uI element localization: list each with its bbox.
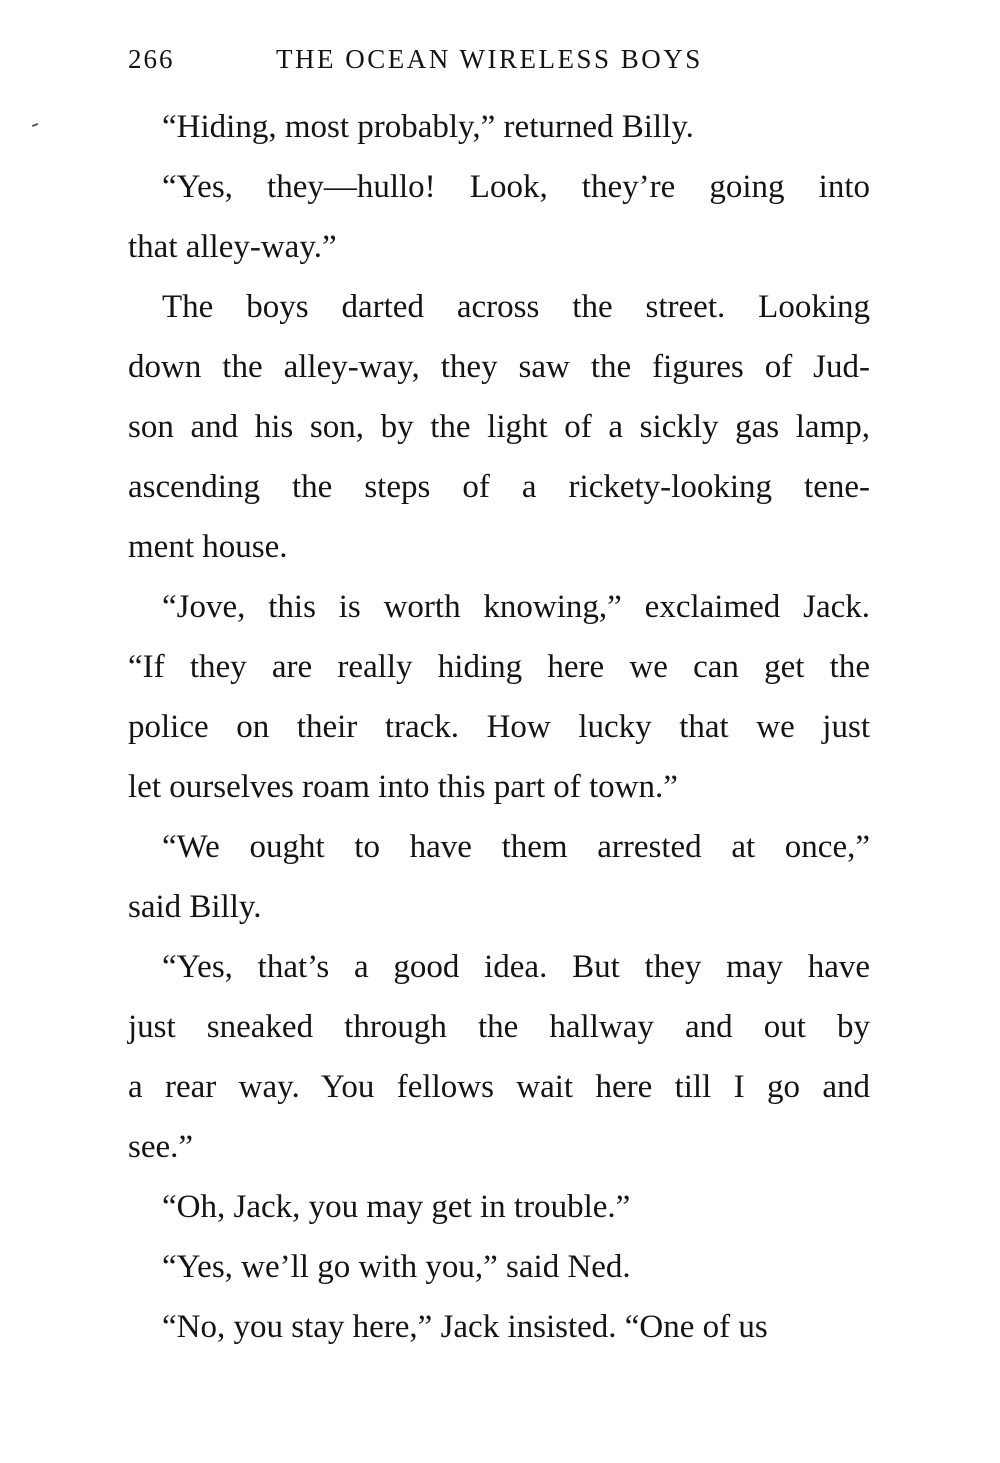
print-speck (32, 123, 38, 127)
text-line: “Yes, that’s a good idea. But they may have (162, 949, 870, 985)
text-line: see.” (128, 1129, 194, 1165)
text-line: The boys darted across the street. Looking (162, 289, 870, 325)
text-line: let ourselves roam into this part of town.” (128, 769, 678, 805)
text-line: son and his son, by the light of a sickly gas lamp, (128, 409, 870, 445)
text-line: a rear way. You fellows wait here till I go and (128, 1069, 870, 1105)
text-line: down the alley-way, they saw the figures of Jud- (128, 349, 870, 385)
page-number: 266 (128, 44, 175, 74)
text-line: “Yes, they—hullo! Look, they’re going into (162, 169, 870, 205)
text-line: said Billy. (128, 889, 262, 925)
text-line: “Jove, this is worth knowing,” exclaimed Jack. (162, 589, 870, 625)
text-line: “If they are really hiding here we can get the (128, 649, 870, 685)
text-line: “Yes, we’ll go with you,” said Ned. (162, 1249, 631, 1285)
text-line: “We ought to have them arrested at once,” (162, 829, 870, 865)
text-line: ascending the steps of a rickety-looking tene- (128, 469, 870, 505)
text-line: “No, you stay here,” Jack insisted. “One of us (162, 1309, 768, 1345)
text-line: ment house. (128, 529, 288, 565)
text-line: “Hiding, most probably,” returned Billy. (162, 109, 694, 145)
book-title: THE OCEAN WIRELESS BOYS (276, 44, 703, 74)
body-text (128, 97, 870, 1357)
text-line: that alley-way.” (128, 229, 337, 265)
text-line: police on their track. How lucky that we just (128, 709, 870, 745)
text-line: just sneaked through the hallway and out by (128, 1009, 870, 1045)
text-line: “Oh, Jack, you may get in trouble.” (162, 1189, 631, 1225)
running-head (128, 44, 868, 84)
